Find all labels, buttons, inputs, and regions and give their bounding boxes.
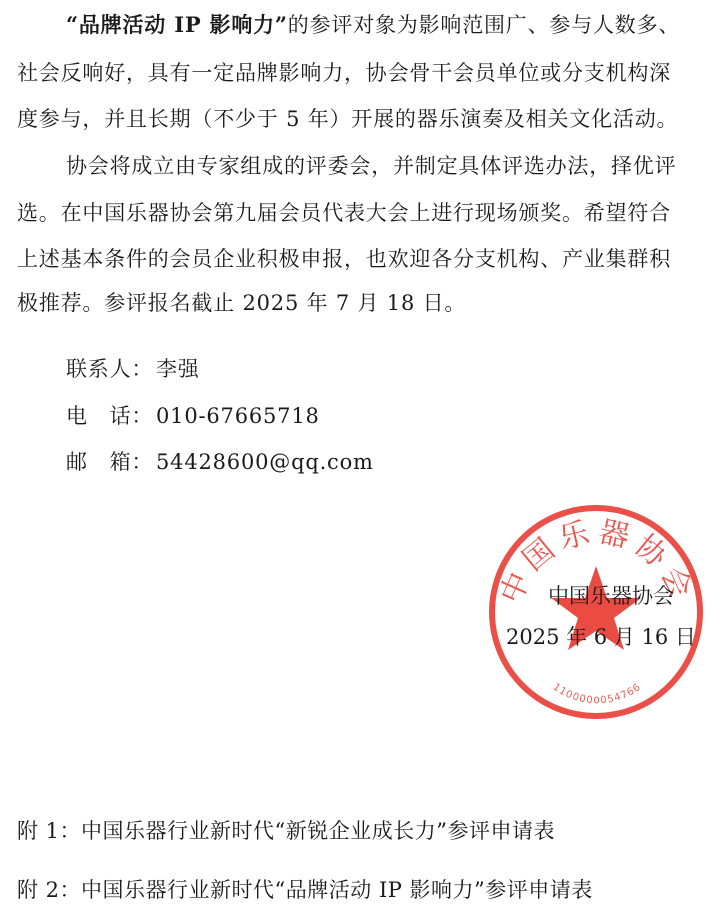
paragraph2-line4: 极推荐。参评报名截止 2025 年 7 月 18 日。	[17, 291, 467, 315]
paragraph2-line1: 协会将成立由专家组成的评委会，并制定具体评选办法，择优评	[66, 154, 677, 178]
contact-email-row	[66, 449, 374, 475]
contact-person-value: 李强	[156, 357, 200, 381]
seal-text: 中国乐器协会	[493, 514, 701, 609]
contact-email-value: 54428600@qq.com	[156, 450, 374, 474]
attachment-2: 附 2：中国乐器行业新时代“品牌活动 IP 影响力”参评申请表	[17, 878, 593, 902]
contact-email-label: 邮 箱：	[66, 450, 154, 474]
paragraph1-line1	[66, 12, 680, 38]
paragraph2-line2: 选。在中国乐器协会第九届会员代表大会上进行现场颁奖。希望符合	[17, 201, 671, 225]
contact-person-row	[66, 356, 200, 382]
official-seal	[476, 502, 716, 728]
contact-person-label: 联系人：	[66, 357, 154, 381]
paragraph1-line2: 社会反响好，具有一定品牌影响力，协会骨干会员单位或分支机构深	[17, 61, 671, 85]
award-title: “品牌活动 IP 影响力”	[66, 12, 288, 37]
paragraph1-line3: 度参与，并且长期（不少于 5 年）开展的器乐演奏及相关文化活动。	[17, 107, 679, 131]
signature-organization: 中国乐器协会	[548, 584, 674, 608]
contact-phone-value: 010-67665718	[156, 404, 320, 428]
attachment-1: 附 1：中国乐器行业新时代“新锐企业成长力”参评申请表	[17, 819, 556, 843]
paragraph1-line1-text: 的参评对象为影响范围广、参与人数多、	[287, 13, 681, 37]
paragraph2-line3: 上述基本条件的会员企业积极申报，也欢迎各分支机构、产业集群积	[17, 247, 671, 271]
seal-number: 1100000054766	[550, 681, 644, 707]
contact-phone-label: 电 话：	[66, 404, 154, 428]
signature-date: 2025 年 6 月 16 日	[506, 625, 696, 649]
contact-phone-row	[66, 403, 320, 429]
